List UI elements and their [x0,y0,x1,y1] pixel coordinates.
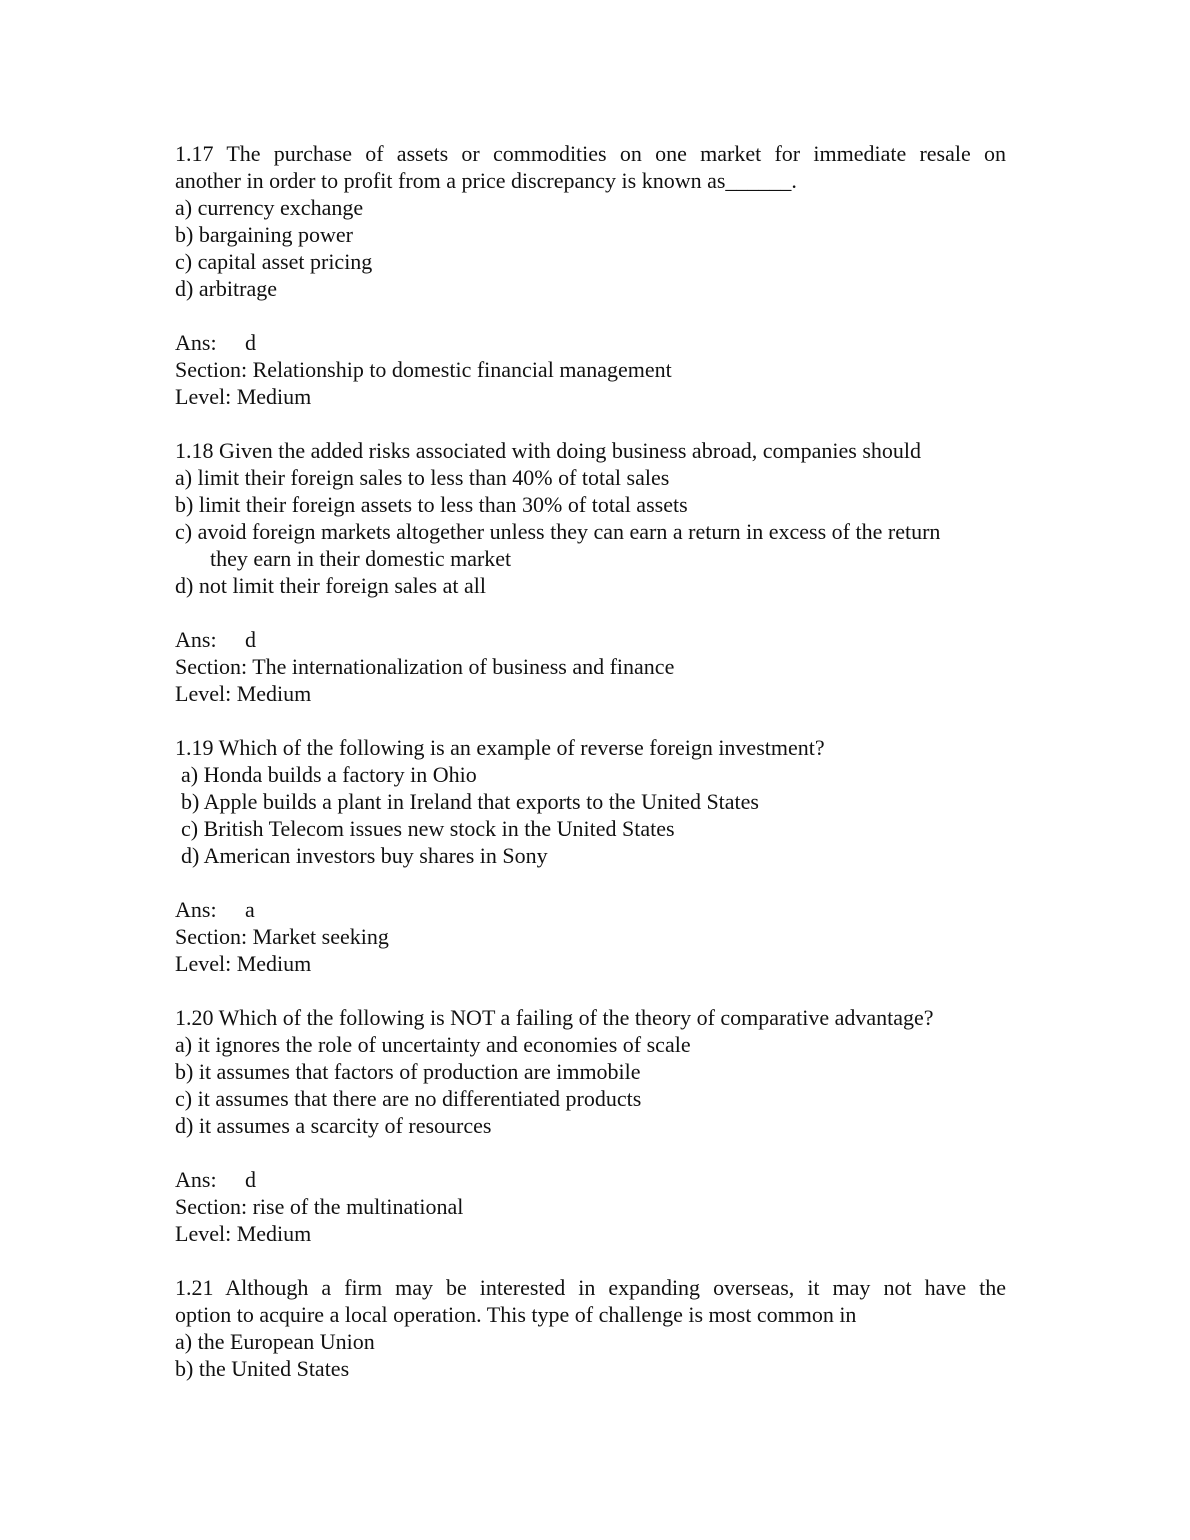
section-label: Section: rise of the multinational [175,1194,464,1219]
question-stem: 1.19 Which of the following is an example of reverse foreign investment? [175,735,825,760]
level-label: Level: Medium [175,384,312,409]
answer-value: d [245,330,256,355]
answer-option: c) it assumes that there are no differentiated products [175,1086,642,1111]
question-stem: 1.18 Given the added risks associated with doing business abroad, companies should [175,438,922,463]
answer-label: Ans: [175,330,217,355]
answer-option: d) not limit their foreign sales at all [175,573,486,598]
answer-option: c) British Telecom issues new stock in the United States [181,816,675,841]
question-1-19 [175,734,1006,1004]
question-stem: another in order to profit from a price discrepancy is known as______. [175,168,797,193]
answer-key [175,626,1006,653]
answer-label: Ans: [175,627,217,652]
answer-value: a [245,897,255,922]
question-1-18 [175,437,1006,734]
section-label: Section: Relationship to domestic financial management [175,357,672,382]
answer-option: a) limit their foreign sales to less than 40% of total sales [175,465,670,490]
level-label: Level: Medium [175,951,312,976]
question-stem: 1.21 Although a firm may be interested in expanding overseas, it may not have the [175,1275,1006,1300]
question-1-17 [175,140,1006,437]
answer-value: d [245,627,256,652]
question-stem: 1.17 The purchase of assets or commodities on one market for immediate resale on [175,141,1006,166]
answer-option: a) currency exchange [175,195,364,220]
answer-option-continuation: they earn in their domestic market [210,546,512,571]
answer-label: Ans: [175,897,217,922]
section-label: Section: The internationalization of business and finance [175,654,675,679]
answer-value: d [245,1167,256,1192]
answer-option: b) Apple builds a plant in Ireland that exports to the United States [181,789,759,814]
question-stem: option to acquire a local operation. This type of challenge is most common in [175,1302,857,1327]
section-label: Section: Market seeking [175,924,389,949]
answer-option: a) Honda builds a factory in Ohio [181,762,477,787]
answer-key [175,896,1006,923]
answer-option: a) the European Union [175,1329,375,1354]
document-page [175,140,1006,1382]
answer-option: d) American investors buy shares in Sony [181,843,548,868]
answer-option: c) capital asset pricing [175,249,373,274]
answer-option: a) it ignores the role of uncertainty and economies of scale [175,1032,691,1057]
answer-option: b) the United States [175,1356,350,1381]
question-1-21 [175,1274,1006,1382]
answer-option: d) arbitrage [175,276,277,301]
answer-option: d) it assumes a scarcity of resources [175,1113,492,1138]
answer-option: b) bargaining power [175,222,353,247]
answer-key [175,1166,1006,1193]
answer-key [175,329,1006,356]
level-label: Level: Medium [175,1221,312,1246]
question-stem: 1.20 Which of the following is NOT a failing of the theory of comparative advantage? [175,1005,934,1030]
answer-label: Ans: [175,1167,217,1192]
answer-option: b) it assumes that factors of production are immobile [175,1059,641,1084]
answer-option: c) avoid foreign markets altogether unless they can earn a return in excess of the return [175,519,941,544]
level-label: Level: Medium [175,681,312,706]
question-1-20 [175,1004,1006,1274]
answer-option: b) limit their foreign assets to less than 30% of total assets [175,492,688,517]
